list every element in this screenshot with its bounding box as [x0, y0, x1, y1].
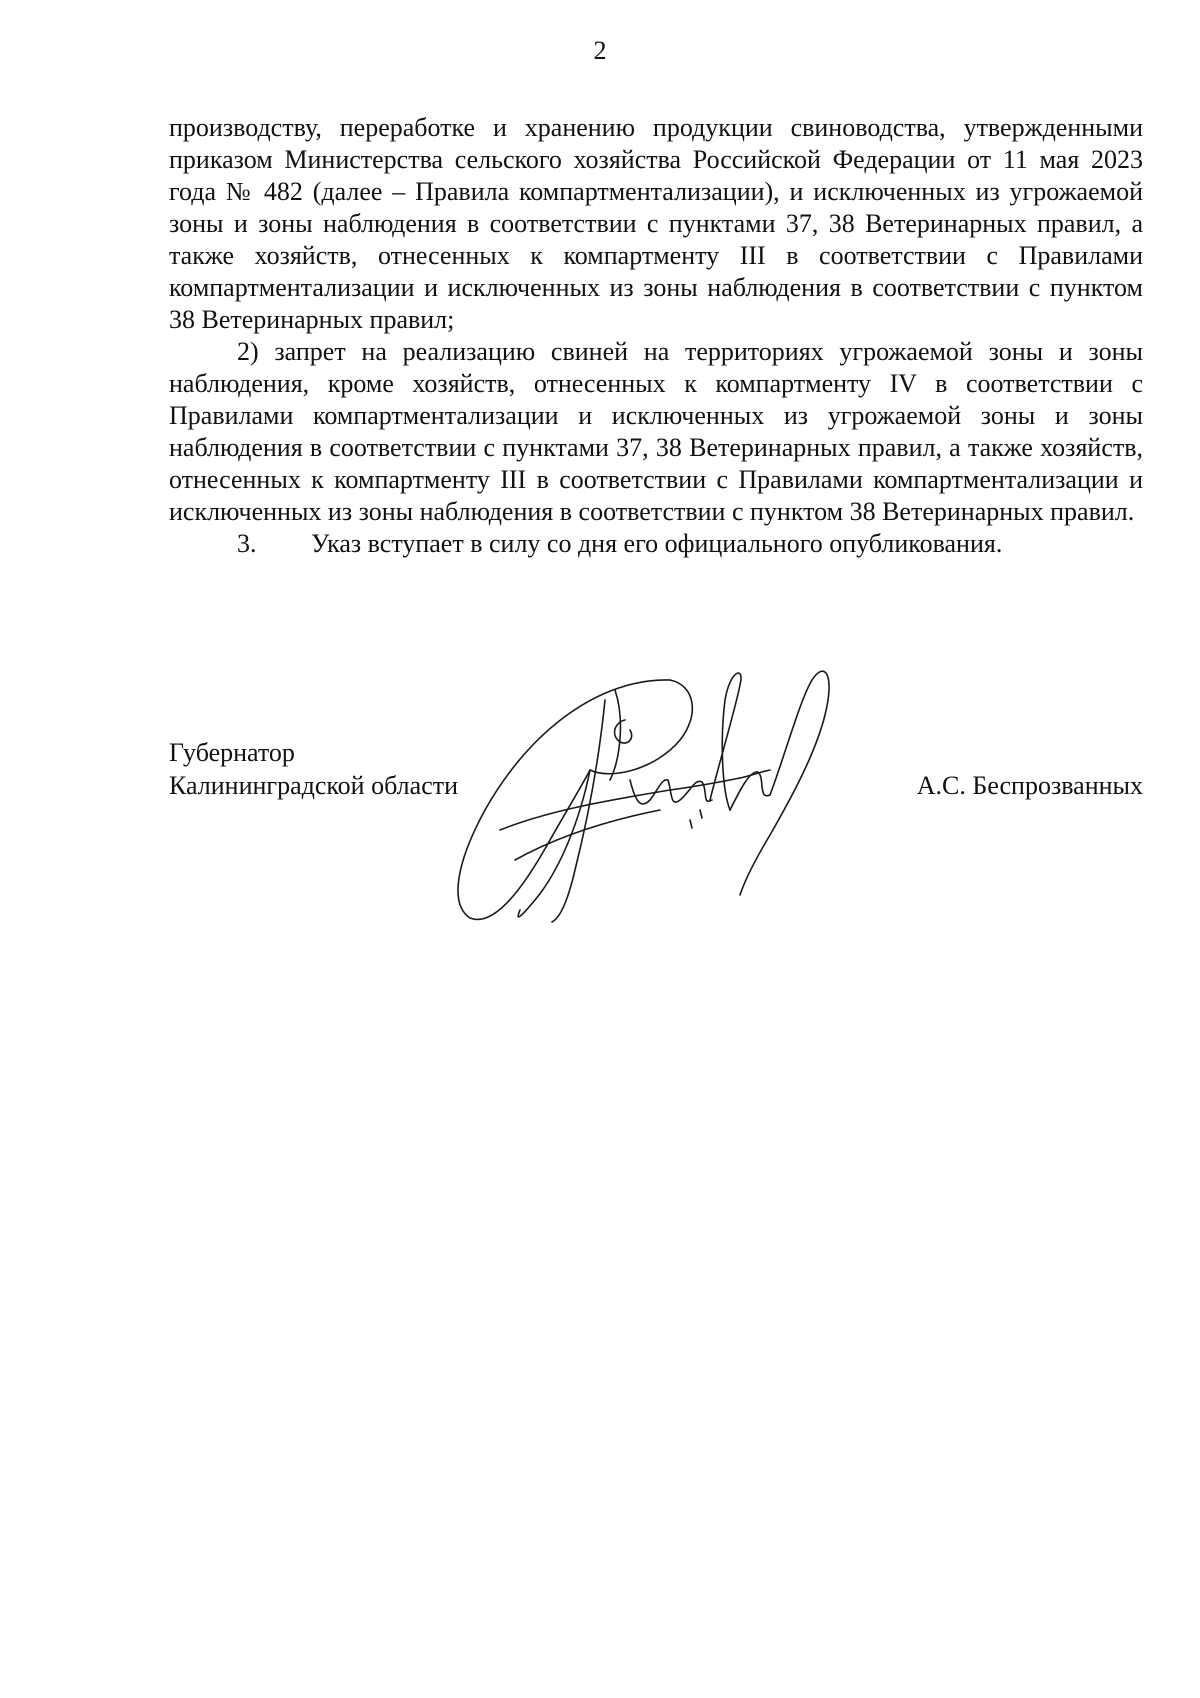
signatory-title: [169, 736, 458, 802]
handwritten-signature: [440, 660, 880, 930]
paragraph-continuation: производству, переработке и хранению продукции свиноводства, утвержденными приказом Министерства сельского хозяйства Российской Федерации от 11 мая 2023 года № 482 (далее – Правила компартментализации), и исключенных из угрожаемой зоны и зоны наблюдения в соответствии с пунктами 37, 38 Ветеринарных правил, а также хозяйств, отнесенных к компартменту III в соответствии с Правилами компартментализации и исключенных из зоны наблюдения в соответствии с пунктом 38 Ветеринарных правил;: [169, 113, 1143, 334]
item-3-text: Указ вступает в силу со дня его официального опубликования.: [311, 529, 1003, 558]
page-number: 2: [593, 36, 607, 65]
signatory-title-line-2: Калининградской области: [169, 771, 459, 800]
paragraph-item-2: 2) запрет на реализацию свиней на территориях угрожаемой зоны и зоны наблюдения, кроме хозяйств, отнесенных к компартменту IV в соответствии с Правилами компартментализации и исключенных из угрожаемой зоны и зоны наблюдения в соответствии с пунктами 37, 38 Ветеринарных правил, а также хозяйств, отнесенных к компартменту III в соответствии с Правилами компартментализации и исключенных из зоны наблюдения в соответствии с пунктом 38 Ветеринарных правил.: [169, 337, 1143, 526]
item-3-number: 3.: [237, 529, 257, 558]
signatory-title-line-1: Губернатор: [169, 738, 295, 767]
signatory-name: А.С. Беспрозванных: [916, 771, 1143, 800]
